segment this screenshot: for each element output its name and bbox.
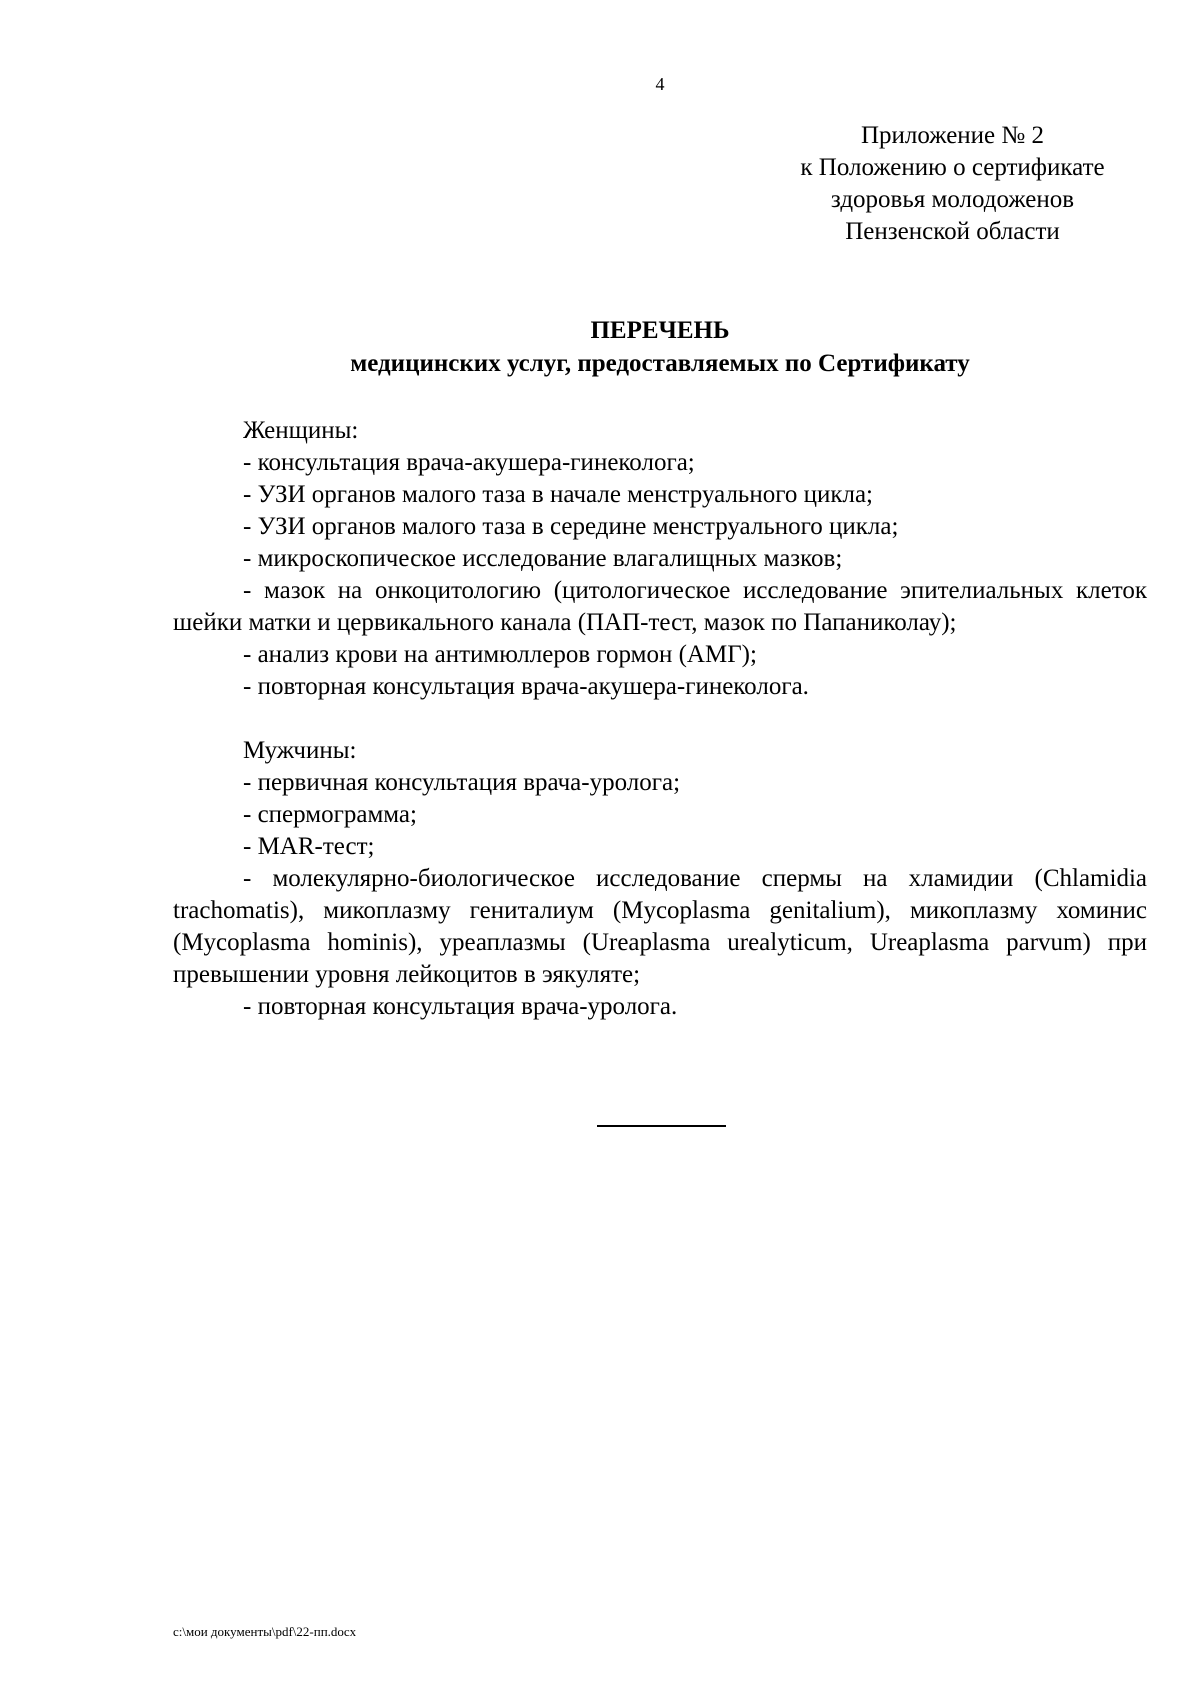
heading-title: ПЕРЕЧЕНЬ bbox=[590, 317, 730, 344]
appendix-line-2: к Положению о сертификате bbox=[800, 154, 1105, 181]
appendix-block bbox=[720, 120, 1185, 248]
men-item-5: - повторная консультация врача-уролога. bbox=[243, 993, 678, 1020]
section-gap bbox=[173, 703, 1147, 735]
footer-file-path: c:\мои документы\pdf\22-пп.docx bbox=[173, 1624, 357, 1639]
men-item-2: - спермограмма; bbox=[243, 801, 417, 828]
page-number: 4 bbox=[655, 74, 665, 94]
women-item-6: - анализ крови на антимюллеров гормон (АМГ); bbox=[243, 641, 757, 668]
document-heading bbox=[0, 314, 1200, 380]
women-item-7: - повторная консультация врача-акушера-гинеколога. bbox=[243, 673, 809, 700]
appendix-line-3: здоровья молодоженов bbox=[830, 186, 1075, 213]
women-item-5: - мазок на онкоцитологию (цитологическое исследование эпителиальных клеток шейки матки и цервикального канала (ПАП-тест, мазок по Папаниколау); bbox=[173, 577, 1147, 636]
men-section-title: Мужчины: bbox=[243, 737, 357, 764]
men-item-3: - MAR-тест; bbox=[243, 833, 375, 860]
women-item-4: - микроскопическое исследование влагалищных мазков; bbox=[243, 545, 843, 572]
appendix-line-4: Пензенской области bbox=[845, 218, 1060, 245]
services-list bbox=[173, 415, 1147, 1023]
men-item-1: - первичная консультация врача-уролога; bbox=[243, 769, 681, 796]
closing-rule bbox=[597, 1125, 726, 1127]
appendix-line-1: Приложение № 2 bbox=[860, 122, 1045, 149]
women-section-title: Женщины: bbox=[243, 417, 359, 444]
men-item-4: - молекулярно-биологическое исследование спермы на хламидии (Chlamidia trachomatis), микоплазму гениталиум (Mycoplasma genitalium), микоплазму хоминис (Mycoplasma hominis), уреаплазмы (Ureaplasma urealyticum, Ureaplasma parvum) при превышении уровня лейкоцитов в эякуляте; bbox=[173, 865, 1147, 988]
women-item-1: - консультация врача-акушера-гинеколога; bbox=[243, 449, 695, 476]
women-item-2: - УЗИ органов малого таза в начале менструального цикла; bbox=[243, 481, 874, 508]
women-item-3: - УЗИ органов малого таза в середине менструального цикла; bbox=[243, 513, 899, 540]
heading-subtitle: медицинских услуг, предоставляемых по Сертификату bbox=[350, 350, 970, 377]
